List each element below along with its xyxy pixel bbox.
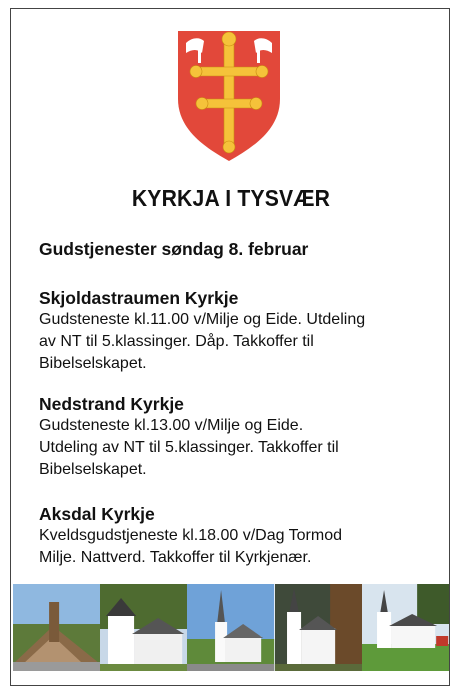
- detail-line: Milje. Nattverd. Takkoffer til Kyrkjenær.: [39, 549, 312, 566]
- detail-line: Gudsteneste kl.11.00 v/Milje og Eide. Utdeling: [39, 311, 366, 328]
- church-name: Nedstrand Kyrkje: [39, 394, 184, 414]
- detail-line: Utdeling av NT til 5.klassinger. Takkoffer til: [39, 439, 339, 456]
- service-date-heading: Gudstjenester søndag 8. februar: [39, 239, 309, 259]
- church-entry-nedstrand: [39, 393, 434, 481]
- church-photo: [275, 584, 362, 671]
- church-details: [39, 415, 434, 481]
- church-photo: [100, 584, 187, 671]
- church-name: Skjoldastraumen Kyrkje: [39, 288, 239, 308]
- detail-line: Bibelselskapet.: [39, 461, 147, 478]
- church-entry-aksdal: [39, 503, 434, 569]
- church-photo: [187, 584, 274, 671]
- church-photo-strip: [13, 584, 449, 671]
- detail-line: Kveldsgudstjeneste kl.18.00 v/Dag Tormod: [39, 527, 342, 544]
- notice-frame: [10, 8, 450, 686]
- church-crest-icon: [176, 29, 282, 163]
- church-name: Aksdal Kyrkje: [39, 504, 155, 524]
- church-details: [39, 525, 434, 569]
- page-title: KYRKJA I TYSVÆR: [131, 185, 331, 211]
- church-photo: [362, 584, 449, 671]
- church-details: [39, 309, 434, 375]
- detail-line: Gudsteneste kl.13.00 v/Milje og Eide.: [39, 417, 304, 434]
- church-entry-skjoldastraumen: [39, 287, 434, 375]
- church-photo: [13, 584, 100, 671]
- detail-line: Bibelselskapet.: [39, 355, 147, 372]
- detail-line: av NT til 5.klassinger. Dåp. Takkoffer til: [39, 333, 314, 350]
